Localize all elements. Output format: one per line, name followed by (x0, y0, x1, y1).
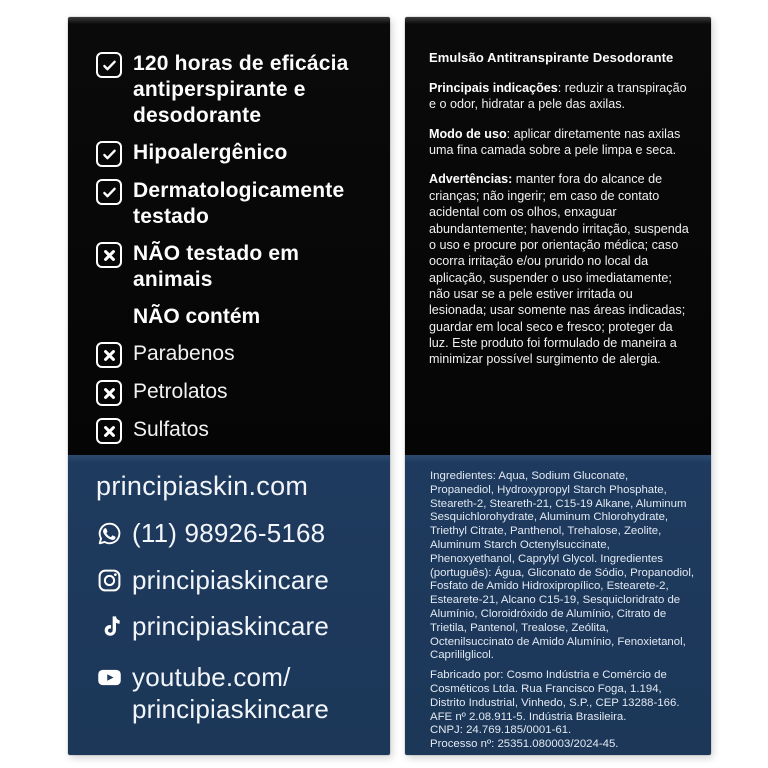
usage-text: : aplicar diretamente nas axilas uma fina camada sobre a pele limpa e seca. (429, 126, 681, 158)
cnpj-text: CNPJ: 24.769.185/0001-61. (430, 724, 572, 737)
claim-item (96, 51, 376, 129)
left-panel-claims-area (68, 17, 390, 455)
claim-item (96, 341, 376, 368)
right-panel (405, 17, 711, 755)
claim-item (96, 417, 376, 444)
claim-label: Sulfatos (133, 418, 209, 442)
claim-label: Petrolatos (133, 380, 228, 404)
indications-label: Principais indicações (429, 81, 558, 95)
whatsapp-number: (11) 98926-5168 (132, 518, 326, 548)
warnings-text: manter fora do alcance de crianças; não ingerir; em caso de contato acidental com os olhos, enxaguar abundantemente; havendo irritação, suspenda o uso e procure por orientação médica; caso ocorra irritação e/ou prurido no local da aplicação, suspender o uso imediatamente; não usar se a pele estiver irritada ou lesionada; usar somente nas áreas indicadas; guardar em local seco e fresco; proteger da luz. Este produto foi formulado de maneira a minimizar possível surgimento de alergia. (429, 172, 689, 367)
claim-item (96, 241, 376, 293)
right-panel-ingredients-area (405, 455, 711, 755)
tiktok-handle: principiaskincare (132, 611, 330, 641)
left-panel (68, 17, 390, 755)
contact-row-instagram (96, 564, 380, 597)
checkbox-cross-icon (96, 380, 122, 406)
youtube-url (132, 661, 329, 726)
checkbox-cross-icon (96, 242, 122, 268)
claim-heading (96, 304, 376, 330)
claims-list (68, 17, 390, 444)
contact-row-tiktok (96, 610, 380, 643)
tiktok-icon (96, 613, 123, 640)
left-panel-contact-area (68, 455, 390, 755)
claim-item (96, 140, 376, 167)
claim-label: Dermatologicamente testado (133, 179, 345, 229)
contact-row-youtube (96, 661, 380, 726)
ingredients-text: Ingredientes: Aqua, Sodium Gluconate, Propanediol, Hydroxypropyl Starch Phosphate, Steareth-2, Steareth-21, C15-19 Alkane, Aluminum Sesquichlorohydrate, Aluminum Chlorohydrate, Triethyl Citrate, Panthenol, Trehalose, Zeolite, Aluminum Starch Octenylsuccinate, Phenoxyethanol, Caprylyl Glycol. Ingredientes (português): Água, Gliconato de Sódio, Propanodiol, Fosfato de Amido Hidroxipropílico, Estearete-2, Estearete-21, Alcano C15-19, Sesquicloridrato de Alumínio, Cloroidróxido de Alumínio, Citrato de Trietila, Pantenol, Trealose, Zeólita, Octenilsuccinato de Amido Alumínio, Fenoxietanol, Caprililglicol. (430, 470, 695, 662)
warnings-paragraph (429, 171, 693, 367)
indications-paragraph (429, 80, 693, 113)
website-url: principiaskin.com (96, 471, 309, 501)
right-panel-info-area (405, 17, 711, 455)
claim-item (96, 379, 376, 406)
contact-row-whatsapp (96, 517, 380, 550)
instagram-icon (96, 567, 123, 594)
whatsapp-icon (96, 520, 123, 547)
checkbox-check-icon (96, 179, 122, 205)
product-title: Emulsão Antitranspirante Desodorante (429, 50, 674, 65)
claim-label: Hipoalergênico (133, 141, 288, 165)
youtube-url-line2: principiaskincare (132, 694, 330, 724)
claim-label: 120 horas de eficácia antiperspirante e desodorante (133, 52, 349, 128)
warnings-label: Advertências: (429, 172, 513, 187)
youtube-url-line1: youtube.com/ (132, 661, 291, 692)
indications-text: : reduzir a transpiração e o odor, hidratar a pele das axilas. (429, 81, 687, 112)
instagram-handle: principiaskincare (132, 564, 330, 595)
youtube-icon (96, 664, 123, 691)
checkbox-cross-icon (96, 342, 122, 368)
checkbox-check-icon (96, 52, 122, 78)
claim-label: Parabenos (133, 342, 235, 366)
processo-text: Processo nº: 25351.080003/2024-45. (430, 738, 619, 751)
claim-item (96, 178, 376, 230)
checkbox-cross-icon (96, 418, 122, 444)
claim-label: NÃO testado em animais (133, 242, 300, 292)
manufacturer-text: Fabricado por: Cosmo Indústria e Comércio de Cosméticos Ltda. Rua Francisco Foga, 1.194, Distrito Industrial, Vinhedo, S.P., CEP 13288-166. AFE nº 2.08.911-5. Indústria Brasileira. (430, 669, 680, 723)
usage-paragraph (429, 126, 693, 159)
checkbox-check-icon (96, 141, 122, 167)
usage-label: Modo de uso (429, 126, 507, 141)
claim-label: NÃO contém (133, 305, 261, 329)
